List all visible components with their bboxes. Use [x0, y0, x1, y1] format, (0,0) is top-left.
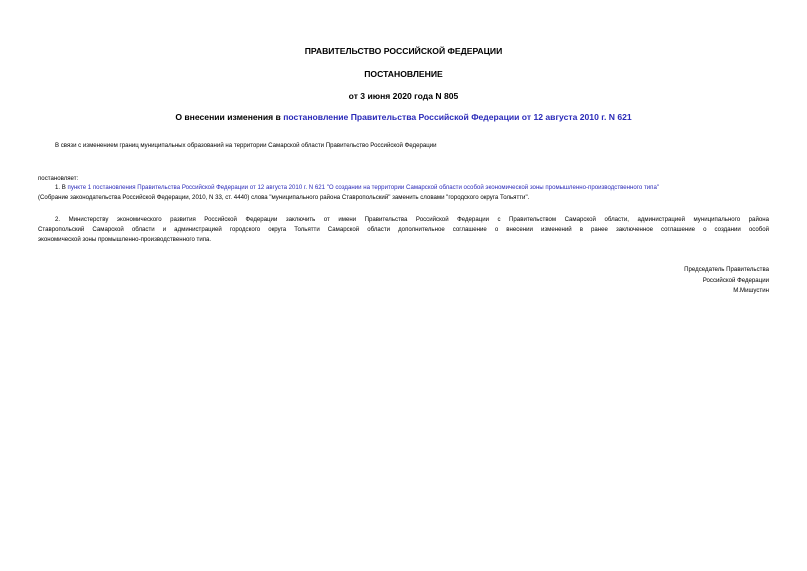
paragraph-2-line-2: Ставропольский Самарской области и администрацией городского округа Тольятти Самарской области дополнительное соглашение о внесении изменений в ранее заключенное соглашение о создании особой	[38, 226, 769, 233]
paragraph-1-line-1	[38, 183, 769, 193]
date-number-heading: от 3 июня 2020 года N 805	[348, 91, 459, 101]
government-heading: ПРАВИТЕЛЬСТВО РОССИЙСКОЙ ФЕДЕРАЦИИ	[304, 46, 503, 56]
resolves-text: постановляет:	[38, 175, 79, 182]
signature-position: Председатель Правительства	[684, 266, 769, 273]
paragraph-2-line-3: экономической зоны промышленно-производственного типа.	[38, 236, 212, 243]
signature-organization: Российской Федерации	[702, 276, 769, 284]
paragraph-2-line-1: 2. Министерству экономического развития Российской Федерации заключить от имени Правительства Российской Федерации с Правительством Самарской области, администрацией муниципального района	[55, 216, 769, 223]
signature-name: М.Мишустин	[733, 287, 769, 294]
paragraph-1-link[interactable]: пункте 1 постановления Правительства Российской Федерации от 12 августа 2010 г. N 621 "О создании на территории Самарской области особой экономической зоны промышленно-производственного типа"	[67, 184, 660, 191]
title-link[interactable]: постановление Правительства Российской Федерации от 12 августа 2010 г. N 621	[283, 112, 632, 122]
document-title	[0, 112, 807, 123]
preamble-text: В связи с изменением границ муниципальных образований на территории Самарской области Правительство Российской Федерации	[55, 142, 437, 149]
paragraph-1	[38, 183, 769, 203]
paragraph-1-prefix: 1. В	[55, 184, 68, 191]
signature-block	[684, 265, 769, 297]
title-prefix: О внесении изменения в	[175, 112, 284, 122]
paragraph-2	[38, 215, 769, 245]
document-type-heading: ПОСТАНОВЛЕНИЕ	[364, 69, 443, 79]
paragraph-1-rest: (Собрание законодательства Российской Федерации, 2010, N 33, ст. 4440) слова "муниципального района Ставропольский" заменить словами "городского округа Тольятти".	[38, 194, 530, 201]
